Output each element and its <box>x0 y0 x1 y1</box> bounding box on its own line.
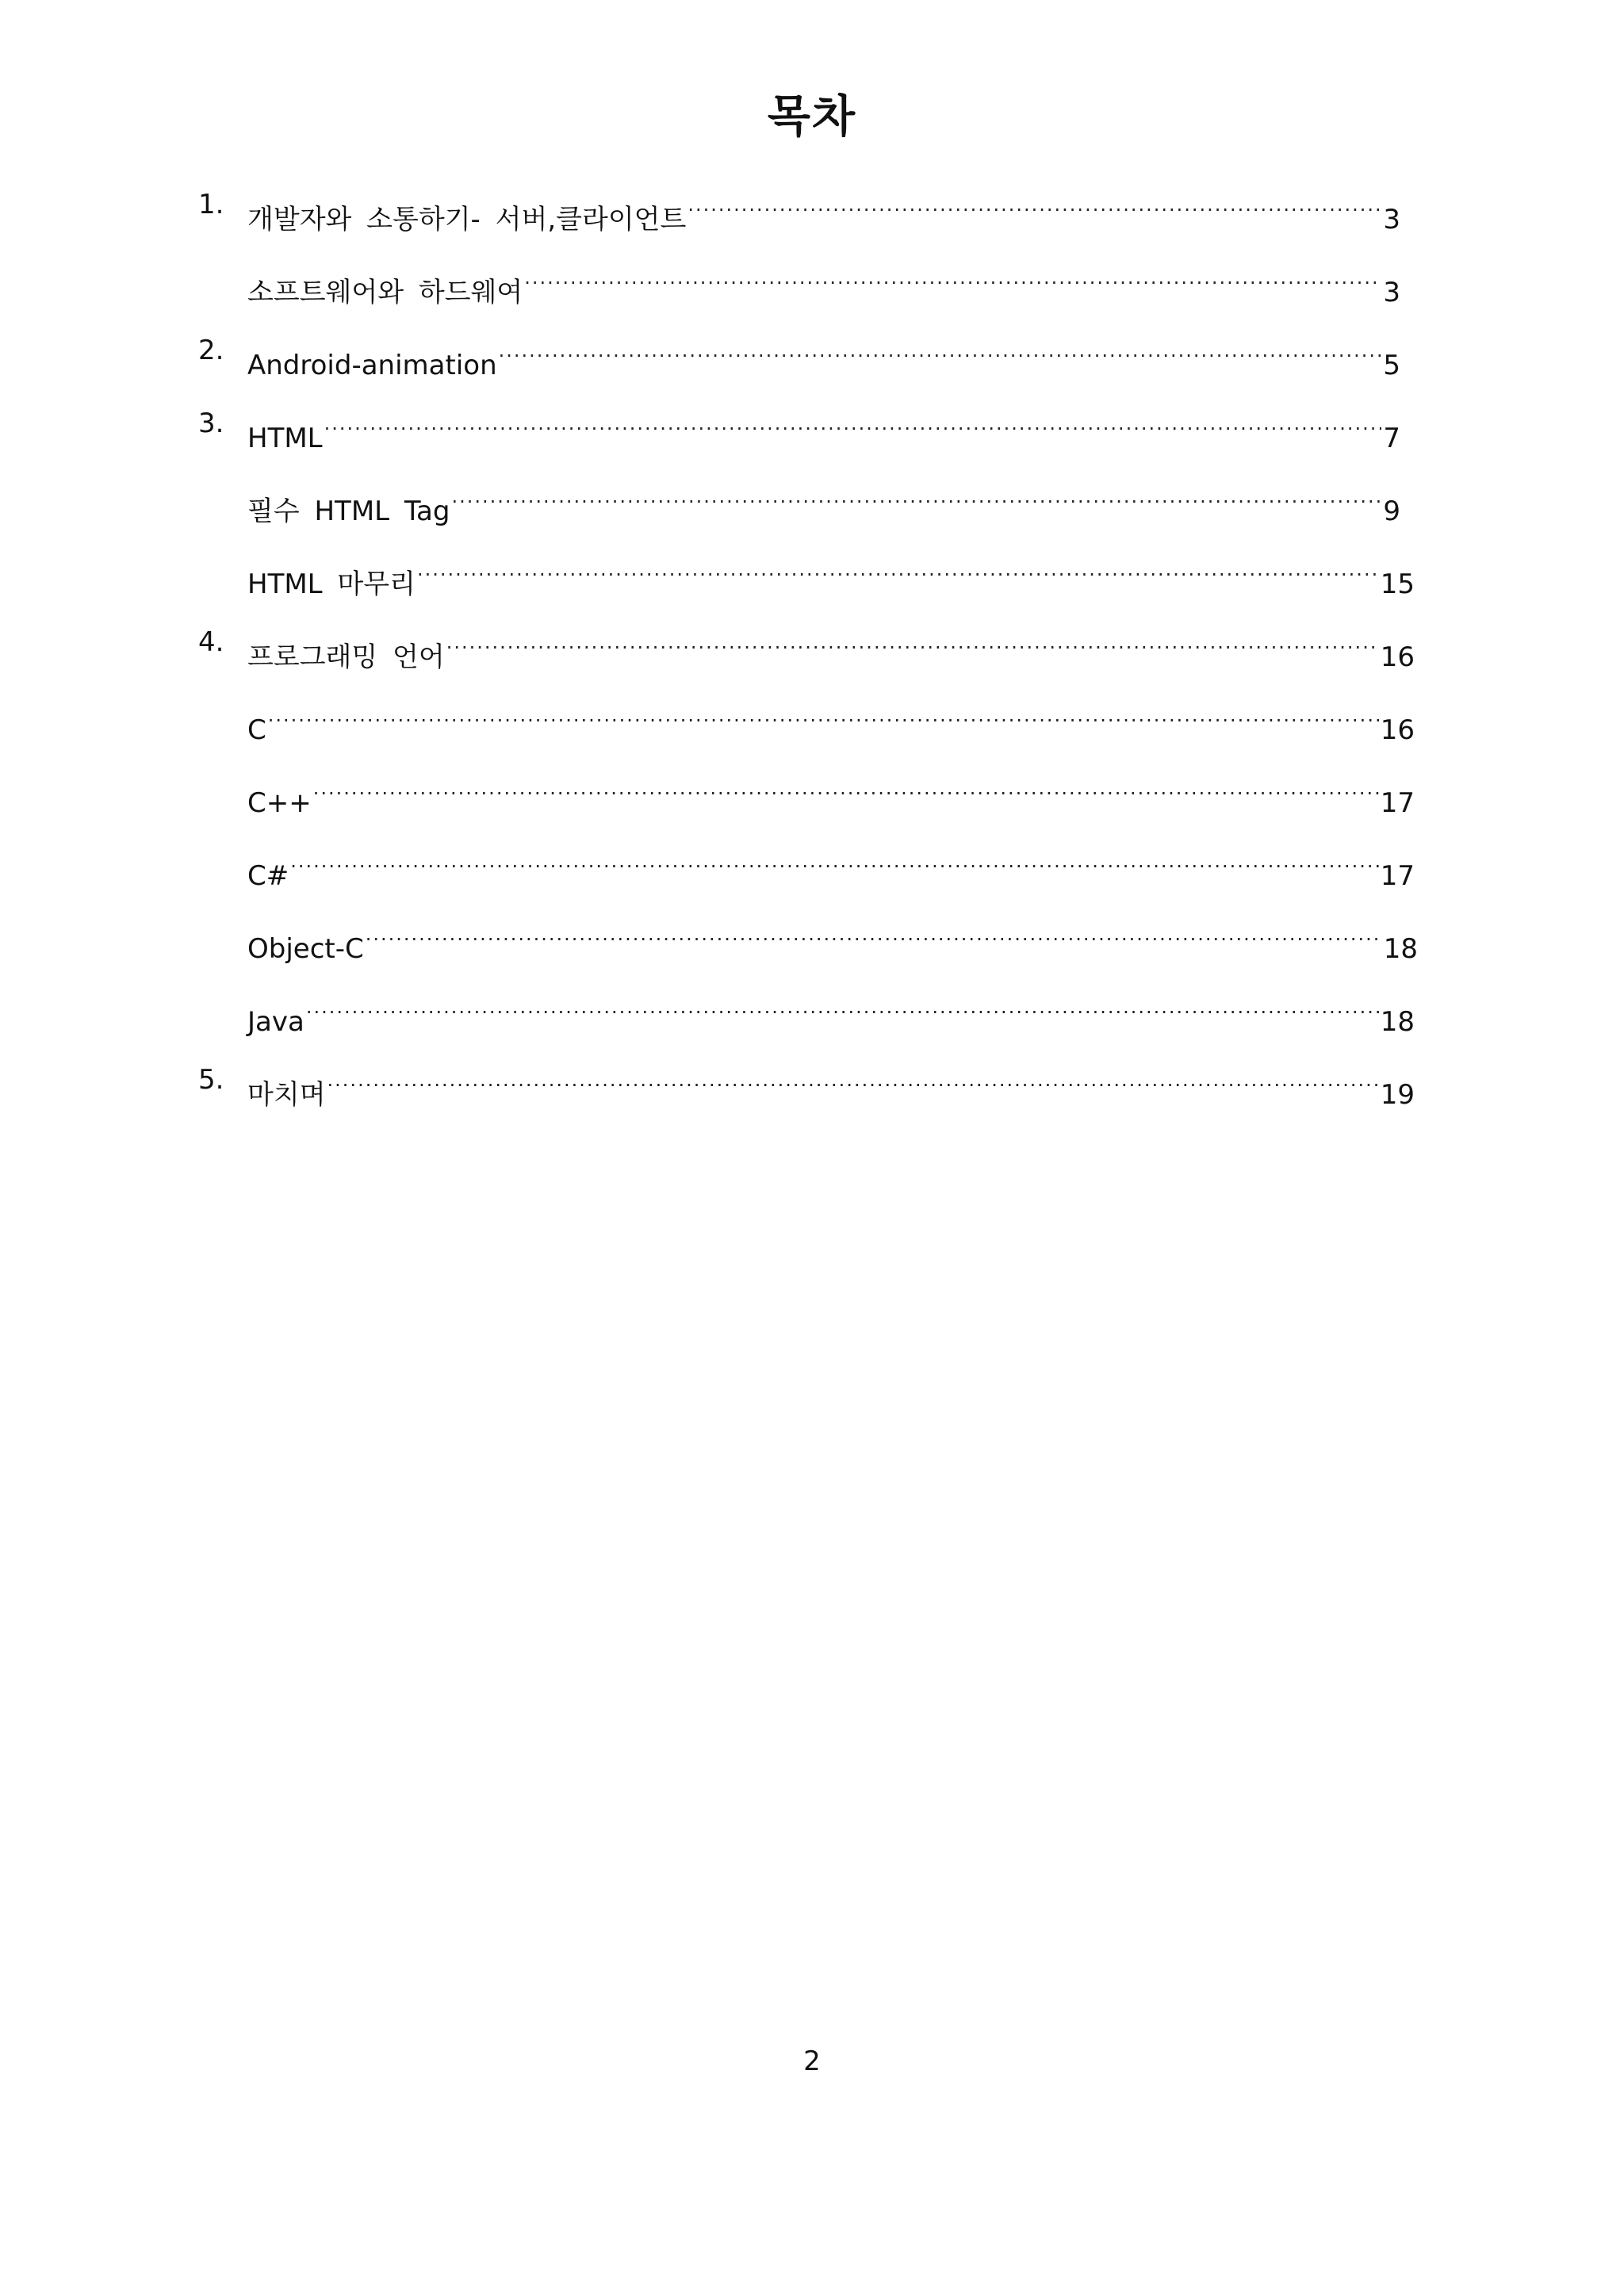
toc-entry-text: C <box>247 714 266 746</box>
toc-entry-page: 16 <box>1380 714 1415 746</box>
toc-entry[interactable] <box>198 1056 1415 1111</box>
page-title: 목차 <box>767 91 857 143</box>
toc-leader-dots <box>313 764 1379 812</box>
toc-entry[interactable] <box>247 691 1415 746</box>
toc-leader-dots <box>324 400 1382 447</box>
toc-entry-page: 17 <box>1380 787 1415 819</box>
toc-entry[interactable] <box>247 910 1418 965</box>
toc-entry-number: 1. <box>198 189 224 220</box>
toc-entry[interactable] <box>247 473 1400 527</box>
toc-entry-text: HTML 마무리 <box>247 568 416 600</box>
toc-leader-dots <box>290 837 1379 885</box>
toc-leader-dots <box>417 545 1379 593</box>
toc-entry-text: HTML <box>247 423 323 454</box>
toc-leader-dots <box>446 618 1379 666</box>
toc-leader-dots <box>268 691 1379 739</box>
toc-entry-text: Object-C <box>247 933 364 965</box>
toc-leader-dots <box>366 910 1382 958</box>
toc-leader-dots <box>451 473 1381 520</box>
toc-entry-number: 3. <box>198 408 224 439</box>
toc-entry[interactable] <box>247 254 1400 308</box>
toc-leader-dots <box>688 181 1381 228</box>
toc-entry[interactable] <box>247 545 1415 600</box>
toc-entry-text: 프로그래밍 언어 <box>247 641 445 673</box>
toc-entry[interactable] <box>198 618 1415 673</box>
toc-entry-text: 필수 HTML Tag <box>247 496 450 527</box>
toc-entry-page: 18 <box>1383 933 1418 965</box>
toc-entry-text: 개발자와 소통하기- 서버,클라이언트 <box>247 204 687 235</box>
toc-entry-page: 15 <box>1380 568 1415 600</box>
toc-entry[interactable] <box>198 327 1400 381</box>
toc-entry-number: 4. <box>198 626 224 658</box>
page-number: 2 <box>803 2045 821 2077</box>
toc-entry-page: 16 <box>1380 641 1415 673</box>
toc-leader-dots <box>327 1056 1379 1104</box>
toc-entry-text: C++ <box>247 787 312 819</box>
toc-entry-text: 소프트웨어와 하드웨여 <box>247 277 523 308</box>
toc-entry[interactable] <box>247 983 1415 1038</box>
toc-entry[interactable] <box>198 181 1400 235</box>
toc-entry-text: Java <box>247 1006 304 1038</box>
toc-entry-page: 18 <box>1380 1006 1415 1038</box>
toc-entry-page: 5 <box>1383 350 1400 381</box>
toc-entry[interactable] <box>198 400 1400 454</box>
toc-leader-dots <box>306 983 1379 1031</box>
toc-entry-text: 마치며 <box>247 1079 326 1111</box>
toc-entry[interactable] <box>247 764 1415 819</box>
toc-leader-dots <box>524 254 1381 301</box>
toc-entry-page: 3 <box>1383 277 1400 308</box>
toc-entry-text: Android-animation <box>247 350 497 381</box>
toc-entry[interactable] <box>247 837 1415 892</box>
toc-entry-text: C# <box>247 860 289 892</box>
toc-entry-number: 5. <box>198 1064 224 1096</box>
toc-entry-page: 17 <box>1380 860 1415 892</box>
toc-entry-page: 3 <box>1383 204 1400 235</box>
toc-entry-page: 19 <box>1380 1079 1415 1111</box>
toc-entry-page: 7 <box>1383 423 1400 454</box>
toc-entry-number: 2. <box>198 335 224 366</box>
toc-entry-page: 9 <box>1383 496 1400 527</box>
toc-leader-dots <box>499 327 1382 374</box>
